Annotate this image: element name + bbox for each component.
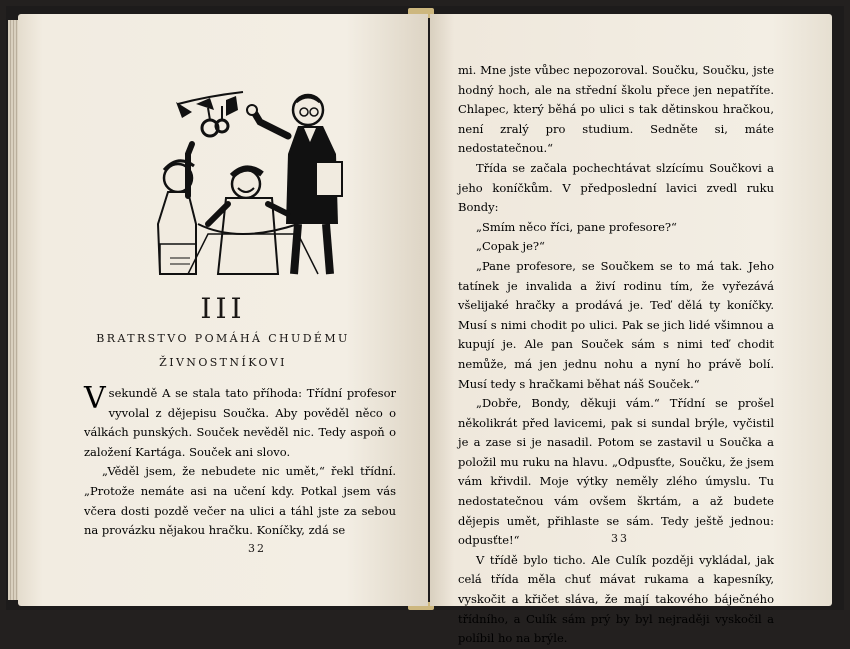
- paragraph: „Dobře, Bondy, děkuji vám.“ Třídní se prošel několikrát před lavicemi, pak si sundal brýle, vyčistil je a zase si je nasadil. Potom se zastavil u Součka a položil mu ruku na hlavu. „Odpusťte, Součku, že jsem vám křivdil. Moje výtky neměly zlého úmyslu. Tu nedostatečnou vám ovšem škrtám, a až budete dějepis umět, přihlaste se sám. Tedy ještě jednou: odpusťte!“: [458, 396, 774, 548]
- paragraph: „Copak je?“: [476, 239, 545, 254]
- paragraph: „Věděl jsem, že nebudete nic umět,“ řekl třídní. „Protože nemáte asi na učení kdy. Potkal jsem vás včera dosti pozdě večer na ulici a táhl jste za sebou na provázku nějakou hračku. Koníčky, zdá se: [84, 464, 396, 538]
- chapter-title-line-2: ŽIVNOSTNÍKOVI: [159, 356, 287, 369]
- page-number-left: 32: [248, 542, 266, 555]
- drop-cap: V: [84, 381, 106, 416]
- paragraph: V třídě bylo ticho. Ale Culík později vykládal, jak celá třída měla chuť mávat rukama a kapesníky, vyskočit a křičet sláva, že mají takového báječného třídního, a Culík sám prý by byl nejraději vyskočil a políbil ho na brýle.: [458, 552, 774, 646]
- chapter-title-line-1: BRATRSTVO POMÁHÁ CHUDÉMU: [96, 332, 350, 345]
- paragraph: „Pane profesore, se Součkem se to má tak. Jeho tatínek je invalida a živí rodinu tím, že vyřezává všelijaké hračky a prodává je. Teď dělá ty koníčky. Musí s nimi chodit po ulici. Pak se jich lidé všimnou a kupují je. Ale pan Souček sám s nimi teď chodit nemůže, má jen jednu nohu a nyní ho právě bolí. Musí tedy s hračkami běhat náš Souček.“: [458, 258, 774, 391]
- open-book: [6, 6, 844, 646]
- paragraph: Třída se začala pochechtávat slzícímu Součkovi a jeho koníčkům. V předposlední lavici zvedl ruku Bondy:: [458, 160, 774, 215]
- page-number-right: 33: [611, 532, 629, 545]
- paragraph: „Smím něco říci, pane profesore?“: [476, 219, 677, 234]
- chapter-illustration: [148, 74, 368, 284]
- chapter-number: III: [200, 292, 246, 325]
- paragraph: mi. Mne jste vůbec nepozoroval. Součku, Součku, jste hodný hoch, ale na střední školu přece jen nepatříte. Chlapec, který běhá po ulici s tak dětinskou hračkou, není zralý pro studium. Sedněte si, máte nedostatečnou.“: [458, 63, 774, 156]
- right-page-text: [458, 61, 774, 649]
- paragraph: Vsekundě A se stala tato příhoda: Třídní profesor vyvolal z dějepisu Součka. Aby pověděl něco o válkách punských. Souček nevěděl nic. Tedy aspoň o založení Kartága. Souček ani slovo.: [84, 381, 396, 459]
- left-page-text: [84, 381, 396, 541]
